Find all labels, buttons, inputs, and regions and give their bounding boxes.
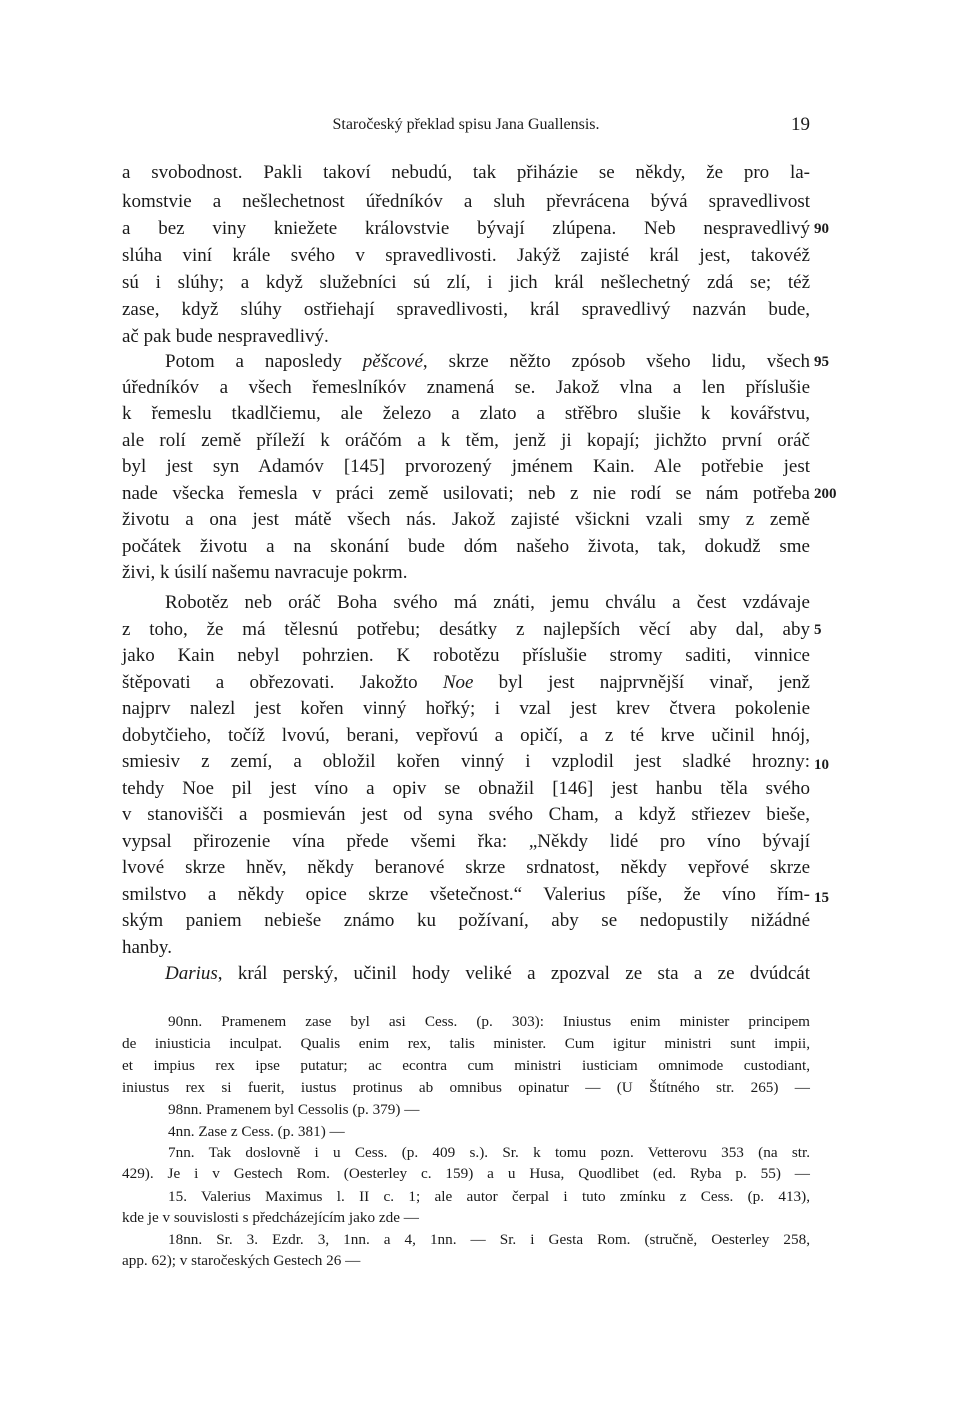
text-line: hanby. <box>122 937 172 958</box>
page-number: 19 <box>791 114 810 135</box>
text-line: smiesiv z zemí, a obložil kořen vinný i vzplodil jest sladké hrozny: <box>122 751 810 772</box>
footnote-line: 98nn. Pramenem byl Cessolis (p. 379) — <box>168 1101 420 1118</box>
footnote-line: de iniusticia inculpat. Qualis enim rex, talis minister. Cum igitur ministri sunt impii, <box>122 1035 810 1052</box>
text-segment: , král perský, učinil hody veliké a zpozval ze sta a ze dvúdcát <box>217 963 810 984</box>
text-segment: byl jest najprvnější vinař, jenž <box>473 672 810 693</box>
footnote-line: 7nn. Tak doslovně i u Cess. (p. 409 s.). Sr. k tomu pozn. Vetterovu 353 (na str. <box>168 1144 810 1161</box>
footnote-line: 15. Valerius Maximus l. II c. 1; ale autor čerpal i tuto zmínku z Cess. (p. 413), <box>168 1188 810 1205</box>
footnote-line: 18nn. Sr. 3. Ezdr. 3, 1nn. a 4, 1nn. — Sr. i Gesta Rom. (stručně, Oesterley 258, <box>168 1231 810 1248</box>
footnote-line: 4nn. Zase z Cess. (p. 381) — <box>168 1123 345 1140</box>
text-line: lvové skrze hněv, někdy beranové skrze srdnatost, někdy vepřové skrze <box>122 857 810 878</box>
text-segment: Potom a naposledy <box>165 351 363 372</box>
header-title: Staročeský překlad spisu Jana Guallensis. <box>332 116 600 133</box>
text-line <box>165 961 810 987</box>
text-line: vypsal přirozenie vína přede všemi řka: „Někdy lidé pro víno bývají <box>122 831 810 852</box>
text-line: ským paniem nebieše známo ku požívaní, aby se nedopustily nižádné <box>122 910 810 931</box>
italic-term: Noe <box>442 672 474 693</box>
text-line: komstvie a nešlechetnost úředníkóv a sluh převrácena bývá spravedlivost <box>122 191 810 212</box>
text-line <box>165 349 810 375</box>
footnote-line: iniustus rex si fuerit, iustus protinus ab omnibus opinatur — (U Štítného str. 265) — <box>122 1079 810 1096</box>
footnote-line: 429). Je i v Gestech Rom. (Oesterley c. 159) a u Husa, Quodlibet (ed. Ryba p. 55) — <box>122 1165 810 1182</box>
text-line: počátek životu a na skonání bude dóm našeho života, tak, dokudž sme <box>122 536 810 557</box>
margin-line-number: 95 <box>814 354 829 370</box>
italic-term: Darius <box>165 963 218 984</box>
running-header <box>122 116 810 138</box>
text-line: živi, k úsilí našemu navracuje pokrm. <box>122 562 408 583</box>
text-segment: , skrze něžto zpósob všeho lidu, všech <box>422 351 810 372</box>
text-line: ale rolí země příleží k oráčóm a k těm, jenž ji kopají; jichžto první oráč <box>122 430 810 451</box>
text-line: z toho, že má tělesnú potřebu; desátky z najlepších věcí aby dal, aby <box>122 619 810 640</box>
text-line: ač pak bude nespravedlivý. <box>122 326 329 347</box>
margin-line-number: 200 <box>814 486 837 502</box>
margin-line-number: 5 <box>814 622 822 638</box>
margin-line-number: 90 <box>814 221 829 237</box>
text-line: a bez viny kniežete královstvie bývají zlúpena. Neb nespravedlivý <box>122 218 810 239</box>
text-line: a svobodnost. Pakli takoví nebudú, tak přiházie se někdy, že pro la- <box>122 162 810 183</box>
text-line: k řemeslu tkadlčiemu, ale železo a zlato a střěbro slušie k kovářstvu, <box>122 403 810 424</box>
text-line: dobytčieho, točíž lvovú, berani, vepřovú a opičí, a z té krve učinil hnój, <box>122 725 810 746</box>
text-line: životu a ona jest mátě všech nás. Jakož zajisté všickni vzali smy z země <box>122 509 810 530</box>
margin-line-number: 15 <box>814 890 829 906</box>
footnote-line: kde je v souvislosti s předcházejícím jako zde — <box>122 1209 419 1226</box>
text-line: nade všecka řemesla v práci země usilovati; neb z nie rodí se nám potřeba <box>122 483 810 504</box>
margin-line-number: 10 <box>814 757 829 773</box>
text-line: byl jest syn Adamóv [145] prvorozený jménem Kain. Ale potřebie jest <box>122 456 810 477</box>
text-line: jako Kain nebyl pohrzien. K robotězu příslušie stromy saditi, vinnice <box>122 645 810 666</box>
text-line: Robotěz neb oráč Boha svého má znáti, jemu chválu a čest vzdávaje <box>165 592 810 613</box>
footnote-line: app. 62); v staročeských Gestech 26 — <box>122 1252 361 1269</box>
text-line: najprv nalezl jest kořen vinný hořký; i vzal jest krev čtvera pokolenie <box>122 698 810 719</box>
text-line: úředníkóv a všech řemeslníkóv znamená se. Jakož vlna a len příslušie <box>122 377 810 398</box>
text-line: zase, když slúhy ostřiehají spravedlivosti, král spravedlivý nazván bude, <box>122 299 810 320</box>
text-line: smilstvo a někdy opice skrze všetečnost.“ Valerius píše, že víno řím- <box>122 884 810 905</box>
text-line: slúha viní krále svého v spravedlivosti. Jakýž zajisté král jest, takovéž <box>122 245 810 266</box>
text-line: sú i slúhy; a když služebníci sú zlí, i jich král nešlechetný zdá se; též <box>122 272 810 293</box>
text-segment: štěpovati a obřezovati. Jakožto <box>122 672 443 693</box>
text-line: tehdy Noe pil jest víno a opiv se obnažil [146] jest hanbu těla svého <box>122 778 810 799</box>
footnote-line: et impius rex ipse putatur; ac econtra cum ministri iusticiam omnimode custodiant, <box>122 1057 810 1074</box>
text-line: v stanovišči a posmieván jest od syna svého Cham, a když střiezev bieše, <box>122 804 810 825</box>
italic-term: pěšcové <box>362 351 423 372</box>
text-line <box>122 670 810 696</box>
footnote-line: 90nn. Pramenem zase byl asi Cess. (p. 303): Iniustus enim minister principem <box>168 1013 810 1030</box>
